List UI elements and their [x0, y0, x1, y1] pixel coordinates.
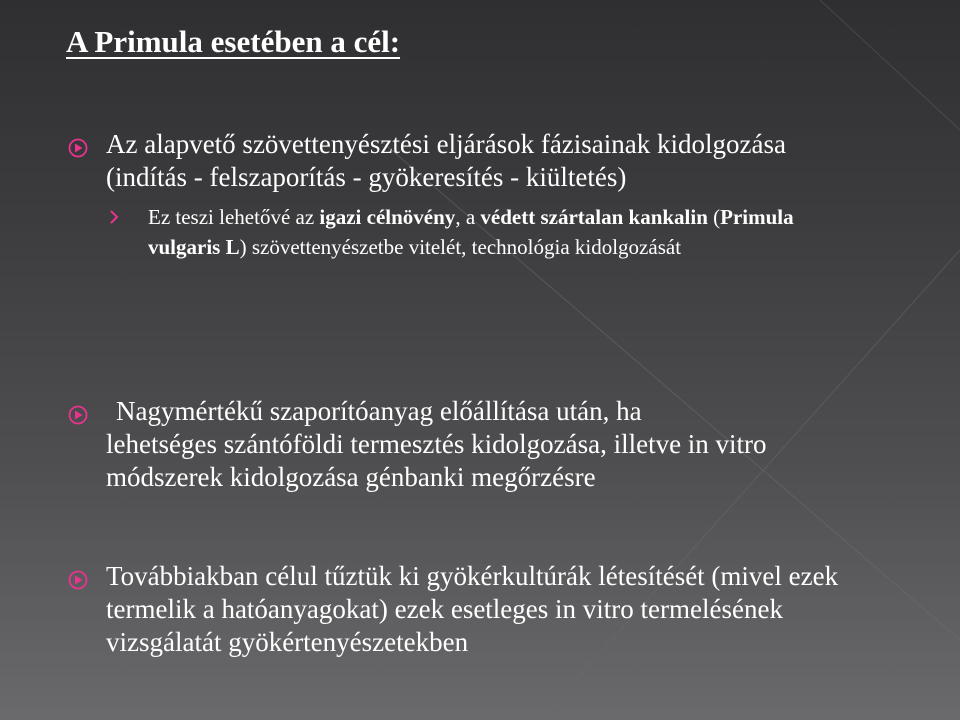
text-run: , a	[455, 205, 481, 229]
text-run: ) szövettenyészetbe vitelét, technológia kidolgozását	[239, 235, 682, 259]
bullet-item	[68, 395, 868, 494]
sub-bullet-item	[148, 202, 848, 262]
slide-title: A Primula esetében a cél:	[66, 24, 401, 59]
text-run-bold: L	[220, 235, 240, 259]
bullet-item	[68, 128, 868, 262]
bullet-text: Továbbiakban célul tűztük ki gyökérkultúrák létesítését (mivel ezek termelik a hatóanyagokat) ezek esetleges in vitro termelésének vizsgálatát gyökértenyészetekben	[106, 561, 839, 657]
text-run: (	[707, 205, 721, 229]
target-bullet-icon	[68, 138, 88, 158]
target-bullet-icon	[68, 570, 88, 590]
bullet-text	[106, 395, 868, 494]
text-run-bold: igazi célnövény	[319, 205, 456, 229]
bullet-item	[68, 560, 868, 659]
text-run-bold: védett szártalan kankalin	[480, 205, 708, 229]
bullet-text-line: Nagymértékű szaporítóanyag előállítása után, ha	[116, 396, 642, 426]
sub-bullet-text	[148, 202, 848, 262]
chevron-right-icon	[108, 209, 120, 225]
bullet-text: Az alapvető szövettenyésztési eljárások fázisainak kidolgozása (indítás - felszaporítás - gyökeresítés - kiültetés)	[106, 129, 786, 192]
bullet-text-line: lehetséges szántóföldi termesztés kidolgozása, illetve in vitro módszerek kidolgozása génbanki megőrzésre	[106, 429, 767, 492]
text-run: Ez teszi lehetővé az	[148, 205, 320, 229]
text-run-bold: Primula vulgaris	[148, 205, 794, 259]
target-bullet-icon	[68, 405, 88, 425]
